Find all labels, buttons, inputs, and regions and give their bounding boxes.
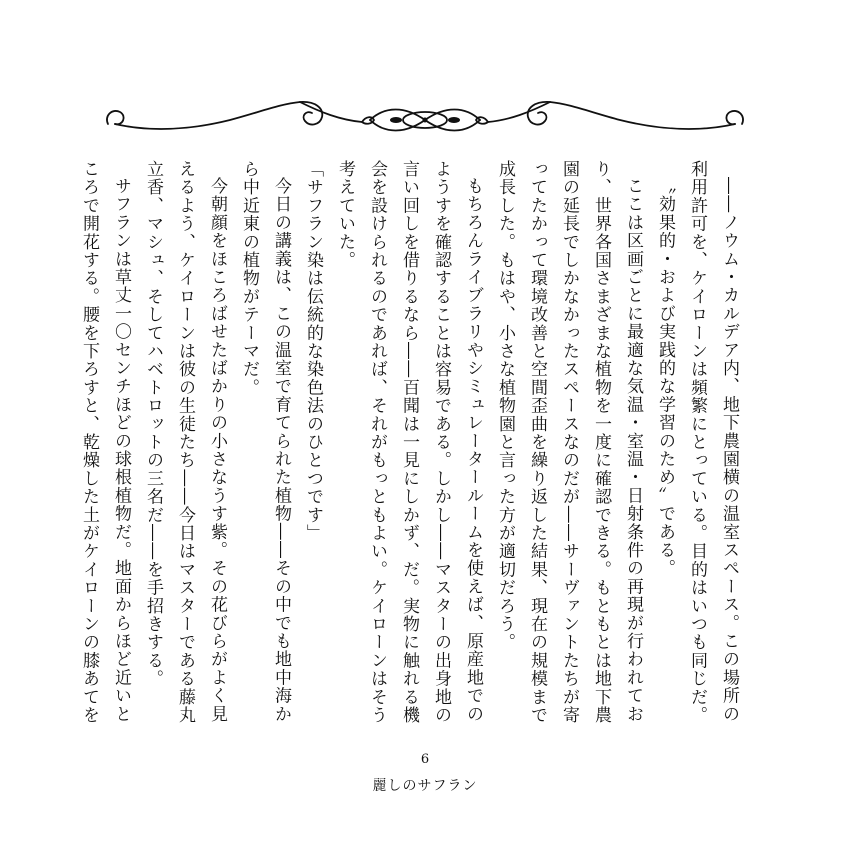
paragraph-2: 〝効果的・および実践的な学習のため〟である。 (655, 177, 675, 578)
flourish-ornament-icon (100, 90, 750, 150)
paragraph-1: ――ノウム・カルデア内、地下農園横の温室スペース。この場所の利用許可を、ケイローンは頻繁にとっている。目的はいつも同じだ。 (687, 160, 739, 725)
paragraph-8: サフランは草丈一〇センチほどの球根植物だ。地面からほど近いところで開花する。腰を下ろすと、乾燥した土がケイローンの膝あてを (79, 160, 131, 725)
page-number: 6 (420, 752, 430, 767)
paragraph-5-dialogue: 「サフラン染は伝統的な染色法のひとつです」 (303, 160, 323, 543)
paragraph-7: 今朝顔をほころばせたばかりの小さなうす紫。その花びらがよく見えるよう、ケイローンは彼の生徒たち――今日はマスターである藤丸立香、マシュ、そしてハベトロットの三名だ――を手招きする。 (143, 160, 227, 725)
paragraph-6: 今日の講義は、この温室で育てられた植物――その中でも地中海から中近東の植物がテーマだ。 (239, 160, 291, 723)
paragraph-4: もちろんライブラリやシミュレータールームを使えば、原産地でのようすを確認することは容易である。しかし――マスターの出身地の言い回しを借りるなら――百聞は一見にしかず、だ。実物に触れる機会を設けられるのであれば、それがもっともよい。ケイローンはそう考えていた。 (335, 160, 483, 725)
running-title: 麗しのサフラン (372, 778, 478, 794)
vertical-body-text (79, 160, 745, 740)
paragraph-3: ここは区画ごとに最適な気温・室温・日射条件の再現が行われており、世界各国さまざまな植物を一度に確認できる。もともとは地下農園の延長でしかなかったスペースなのだが――サーヴァントたちが寄ってたかって環境改善と空間歪曲を繰り返した結果、現在の規模まで成長した。もはや、小さな植物園と言った方が適切だろう。 (495, 160, 643, 725)
